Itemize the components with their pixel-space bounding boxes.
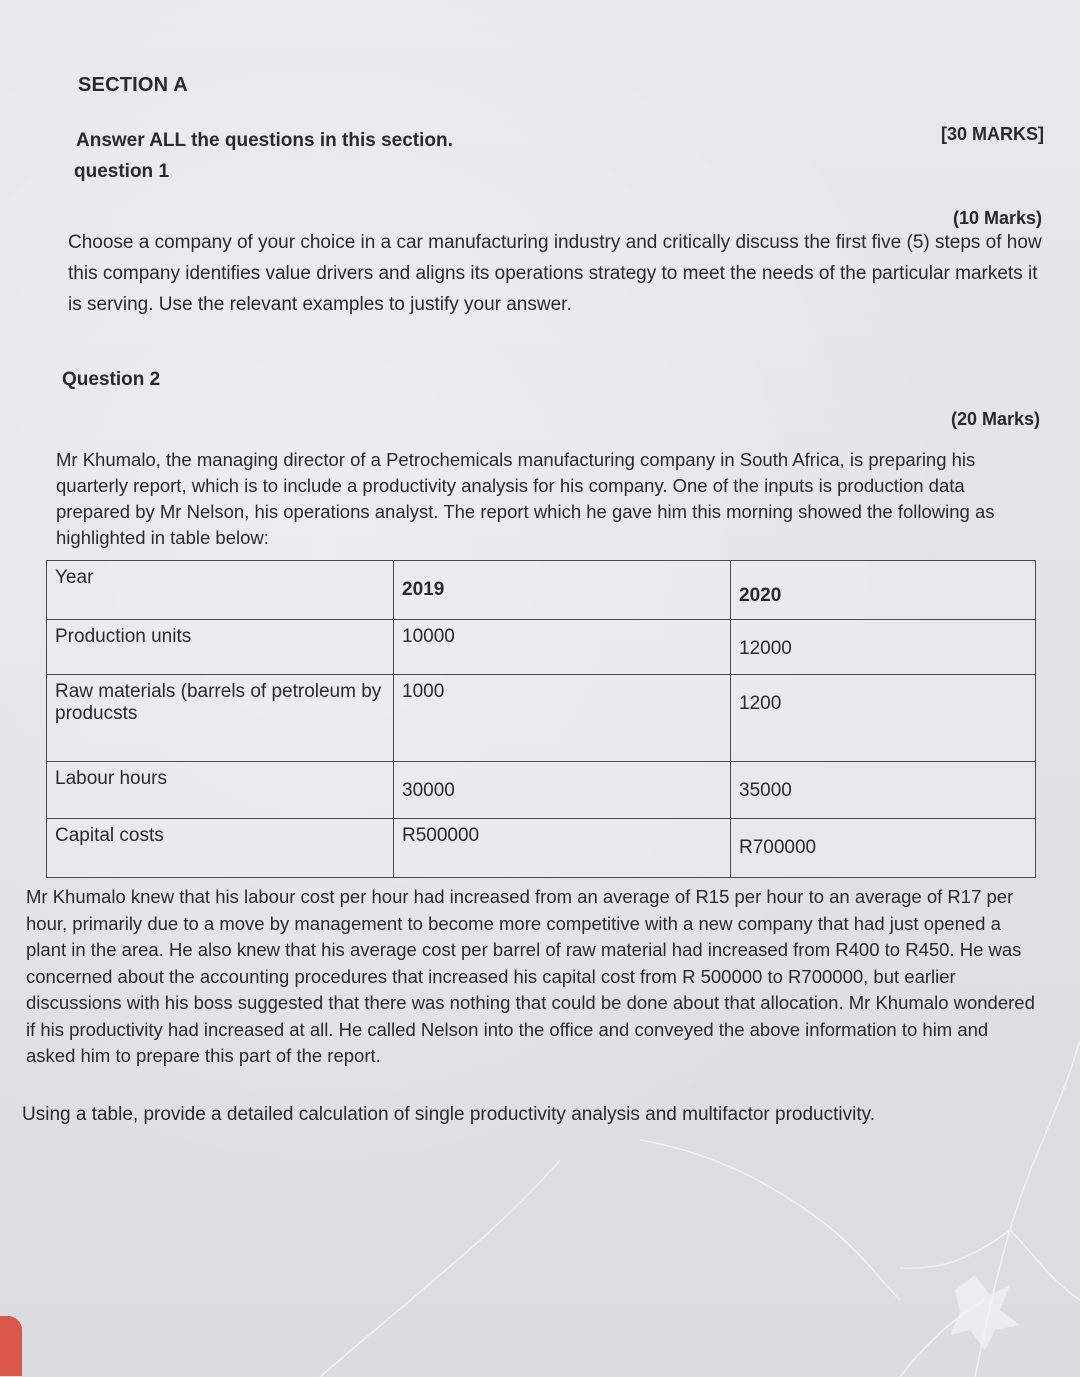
- thumb-edge-blob: [0, 1316, 22, 1376]
- question-2-paragraph: Mr Khumalo knew that his labour cost per hour had increased from an average of R15 per hour to an average of R17 per hour, primarily due to a move by management to become more competitive with a new company that had just opened a plant in the area. He also knew that his average cost per barrel of raw material had increased from R400 to R450. He was concerned about the accounting procedures that increased his capital cost from R 500000 to R700000, but earlier discussions with his boss suggested that there was nothing that could be done about that allocation. Mr Khumalo wondered if his productivity had increased at all. He called Nelson into the office and conveyed the above information to him and asked him to prepare this part of the report.: [26, 886, 1035, 1066]
- question-1-marks: (10 Marks): [952, 208, 1042, 228]
- question-2-marks: (20 Marks): [950, 409, 1040, 429]
- header-2020: 2020: [739, 585, 782, 606]
- section-instruction: Answer ALL the questions in this section.: [76, 130, 453, 151]
- row-label: Capital costs: [47, 819, 394, 878]
- header-year: Year: [47, 561, 394, 620]
- question-1-label: question 1: [74, 161, 170, 182]
- cell-2020: R700000: [739, 837, 817, 858]
- cell-2019: 1000: [394, 675, 731, 762]
- table-header-row: [47, 561, 1036, 620]
- table-row: [47, 620, 1036, 675]
- question-1-text: Choose a company of your choice in a car manufacturing industry and critically discuss the first five (5) steps of how this company identifies value drivers and aligns its operations strategy to meet the needs of the particular markets it is serving. Use the relevant examples to justify your answer.: [68, 232, 1042, 315]
- cell-2020: 1200: [739, 693, 782, 714]
- row-label: Labour hours: [47, 762, 394, 819]
- cell-2019: 30000: [402, 780, 455, 801]
- cell-2020: 35000: [739, 780, 792, 801]
- total-marks: [30 MARKS]: [940, 124, 1044, 144]
- section-title: SECTION A: [78, 74, 188, 96]
- question-2-intro: Mr Khumalo, the managing director of a Petrochemicals manufacturing company in South Africa, is preparing his quarterly report, which is to include a productivity analysis for his company. One of the inputs is production data prepared by Mr Nelson, his operations analyst. The report which he gave him this morning showed the following as highlighted in table below:: [56, 449, 995, 548]
- cell-2019: 10000: [394, 620, 731, 675]
- table-row: [47, 762, 1036, 819]
- row-label: Production units: [47, 620, 394, 675]
- cell-2019: R500000: [394, 819, 731, 878]
- row-label: Raw materials (barrels of petroleum by producsts: [47, 675, 394, 762]
- question-2-label: Question 2: [62, 369, 161, 390]
- cell-2020: 12000: [739, 638, 792, 659]
- crack-impact-icon: [950, 1275, 1020, 1350]
- production-data-table: [46, 560, 1036, 878]
- table-row: [47, 819, 1036, 878]
- header-2019: 2019: [402, 579, 445, 600]
- question-2-task: Using a table, provide a detailed calculation of single productivity analysis and multifactor productivity.: [22, 1104, 875, 1125]
- table-row: [47, 675, 1036, 762]
